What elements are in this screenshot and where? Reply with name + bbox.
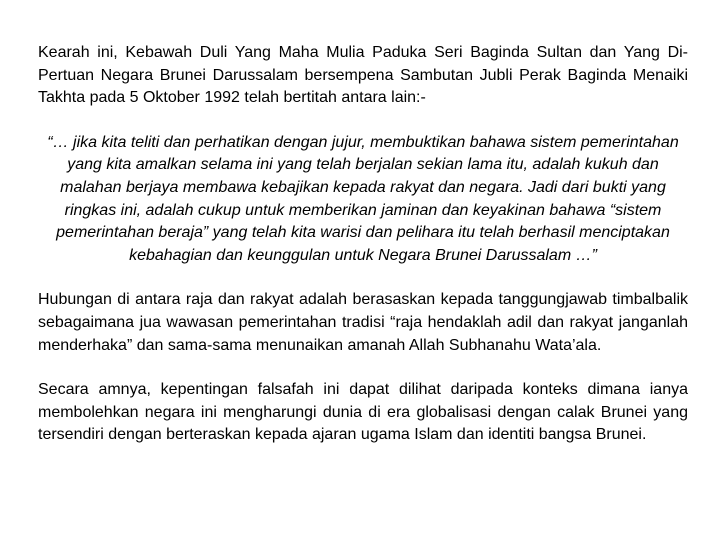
relationship-paragraph: Hubungan di antara raja dan rakyat adalah berasaskan kepada tanggungjawab timbalbalik sebagaimana jua wawasan pemerintahan tradisi “raja hendaklah adil dan rakyat janganlah menderhaka” dan sama-sama menunaikan amanah Allah Subhanahu Wata’ala.: [38, 291, 688, 354]
philosophy-paragraph: Secara amnya, kepentingan falsafah ini dapat dilihat daripada konteks dimana ianya membolehkan negara ini mengharungi dunia di era globalisasi dengan calak Brunei yang tersendiri dengan berteraskan kepada ajaran ugama Islam dan identiti bangsa Brunei.: [38, 381, 688, 444]
document-page: [38, 42, 688, 447]
spacer: [38, 110, 688, 132]
intro-paragraph: Kearah ini, Kebawah Duli Yang Maha Mulia Paduka Seri Baginda Sultan dan Yang Di-Pertuan Negara Brunei Darussalam bersempena Sambutan Jubli Perak Baginda Menaiki Takhta pada 5 Oktober 1992 telah bertitah antara lain:-: [38, 44, 688, 107]
spacer: [38, 267, 688, 289]
spacer: [38, 357, 688, 379]
royal-quote: “… jika kita teliti dan perhatikan dengan jujur, membuktikan bahawa sistem pemerintahan yang kita amalkan selama ini yang telah berjalan sekian lama itu, adalah kukuh dan malahan berjaya membawa kebajikan kepada rakyat dan negara. Jadi dari bukti yang ringkas ini, adalah cukup untuk memberikan jaminan dan keyakinan bahawa “sistem pemerintahan beraja” yang telah kita warisi dan pelihara itu telah berhasil menciptakan kebahagian dan keunggulan untuk Negara Brunei Darussalam …”: [47, 133, 679, 264]
